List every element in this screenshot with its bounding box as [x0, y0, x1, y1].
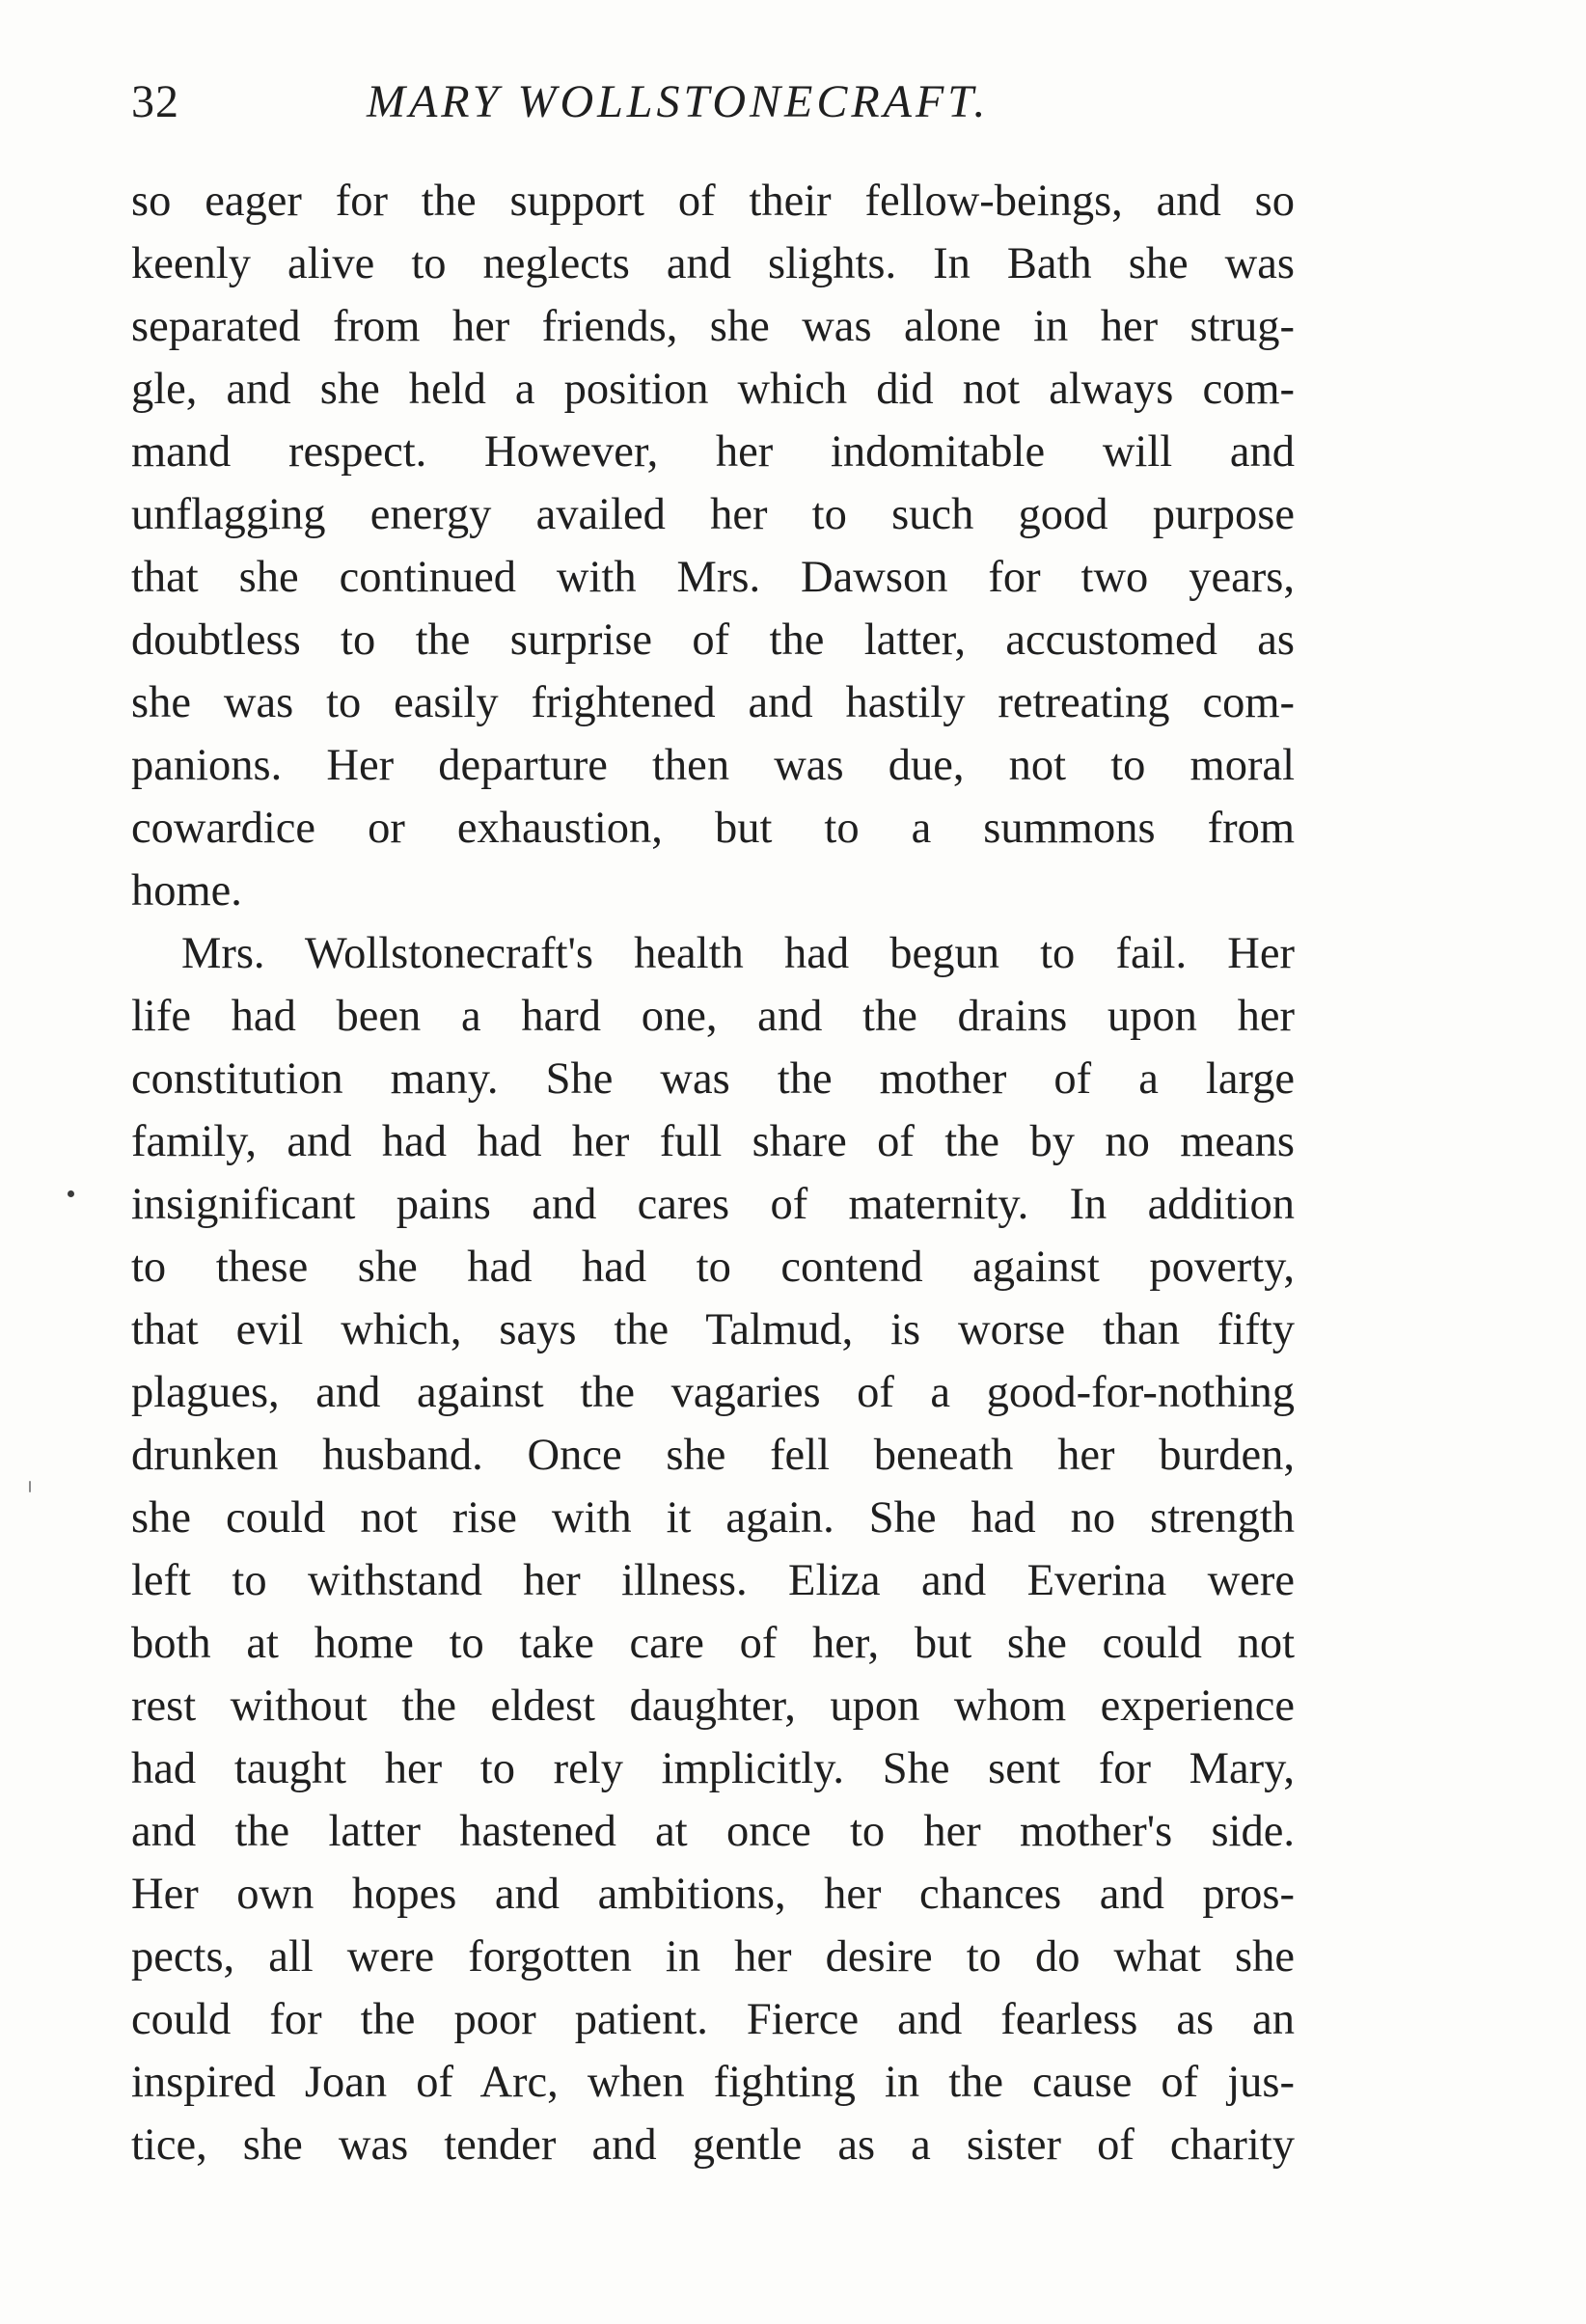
text-line: could for the poor patient. Fierce and fearless as an: [131, 1995, 1295, 2044]
text-line: rest without the eldest daughter, upon whom experience: [131, 1681, 1295, 1731]
text-line: she could not rise with it again. She had no strength: [131, 1493, 1295, 1543]
text-line: plagues, and against the vagaries of a good-for-nothing: [131, 1368, 1295, 1417]
text-line: pects, all were forgotten in her desire to do what she: [131, 1932, 1295, 1982]
text-line: life had been a hard one, and the drains upon her: [131, 992, 1295, 1041]
text-line: Her own hopes and ambitions, her chances and pros-: [131, 1870, 1295, 1919]
text-line: both at home to take care of her, but she could not: [131, 1619, 1295, 1668]
text-line: family, and had had her full share of the by no means: [131, 1117, 1295, 1166]
text-line: drunken husband. Once she fell beneath her burden,: [131, 1431, 1295, 1480]
text-line: inspired Joan of Arc, when fighting in the cause of jus-: [131, 2058, 1295, 2107]
text-line: constitution many. She was the mother of a large: [131, 1054, 1295, 1104]
text-line: that evil which, says the Talmud, is worse than fifty: [131, 1305, 1295, 1354]
text-line: so eager for the support of their fellow-beings, and so: [131, 177, 1295, 226]
text-line: keenly alive to neglects and slights. In Bath she was: [131, 239, 1295, 288]
body-text: [131, 170, 1295, 2176]
text-line: panions. Her departure then was due, not to moral: [131, 741, 1295, 790]
text-line: she was to easily frightened and hastily retreating com-: [131, 678, 1295, 727]
text-line: that she continued with Mrs. Dawson for two years,: [131, 553, 1295, 602]
running-head: [131, 73, 1295, 131]
paragraph-1: [131, 170, 1295, 922]
text-line: home.: [131, 866, 242, 916]
text-line: cowardice or exhaustion, but to a summons from: [131, 804, 1295, 853]
text-line: had taught her to rely implicitly. She sent for Mary,: [131, 1744, 1295, 1793]
ink-speck: [68, 1190, 74, 1197]
text-line: gle, and she held a position which did not always com-: [131, 365, 1295, 414]
ink-speck: [29, 1481, 31, 1492]
page-number: 32: [131, 76, 179, 127]
running-title: MARY WOLLSTONECRAFT.: [367, 76, 990, 127]
text-line: unflagging energy availed her to such good purpose: [131, 490, 1295, 539]
text-line: tice, she was tender and gentle as a sister of charity: [131, 2120, 1295, 2170]
text-line: mand respect. However, her indomitable will and: [131, 427, 1295, 477]
text-line: left to withstand her illness. Eliza and Everina were: [131, 1556, 1295, 1605]
text-line: doubtless to the surprise of the latter, accustomed as: [131, 615, 1295, 665]
paragraph-2: [131, 922, 1295, 2176]
text-line: and the latter hastened at once to her mother's side.: [131, 1807, 1295, 1856]
text-line: separated from her friends, she was alone in her strug-: [131, 302, 1295, 351]
text-line: to these she had had to contend against poverty,: [131, 1243, 1295, 1292]
text-line: insignificant pains and cares of maternity. In addition: [131, 1180, 1295, 1229]
text-line: Mrs. Wollstonecraft's health had begun to fail. Her: [181, 929, 1295, 978]
